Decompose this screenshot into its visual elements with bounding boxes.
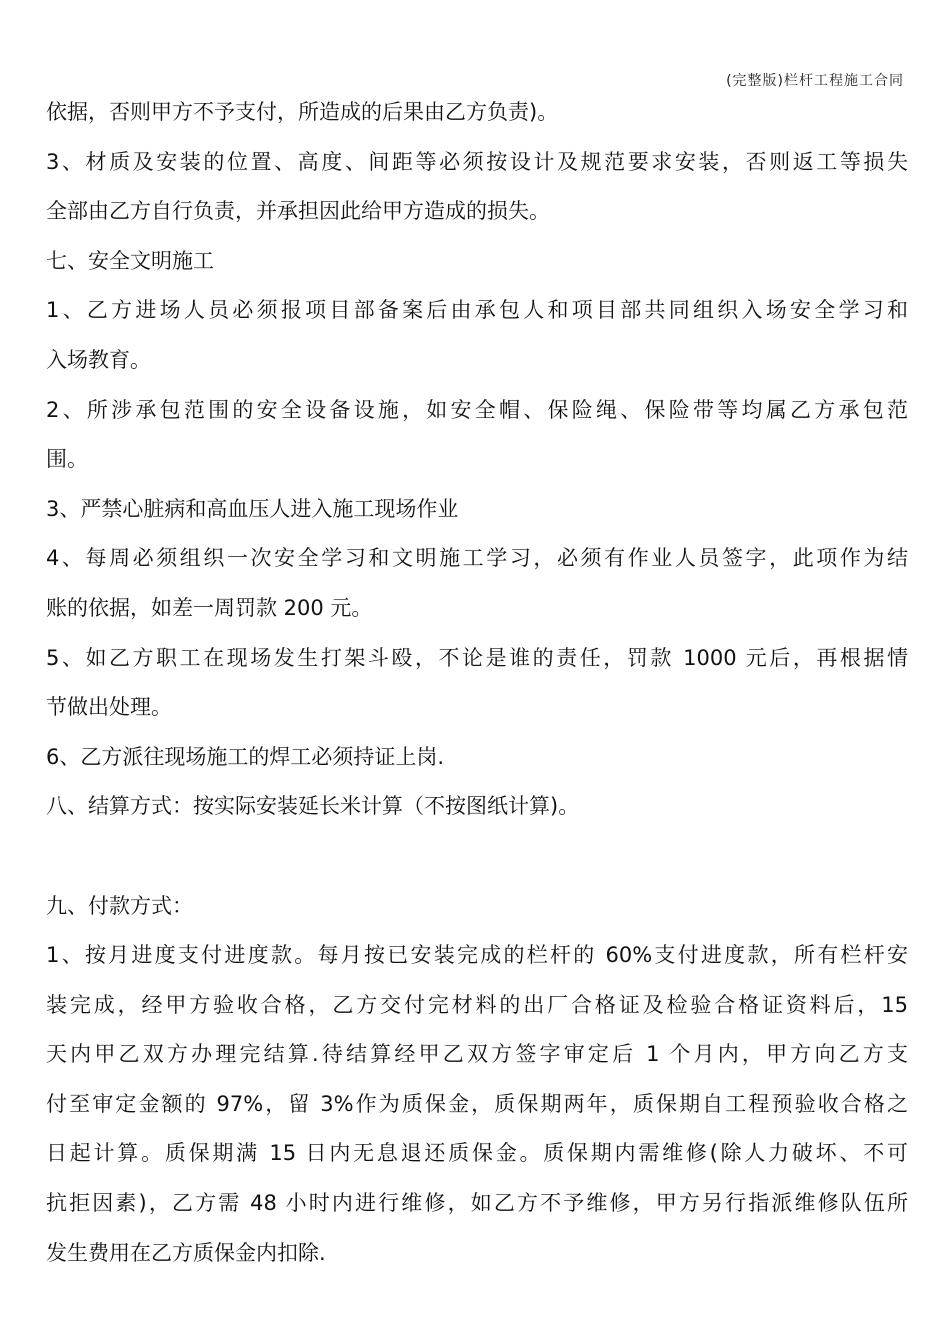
paragraph-line: 抗拒因素)，乙方需 48 小时内进行维修，如乙方不予维修，甲方另行指派维修队伍所 — [46, 1191, 908, 1216]
document-body — [46, 88, 908, 1278]
paragraph-line: 日起计算。质保期满 15 日内无息退还质保金。质保期内需维修(除人力破坏、不可 — [46, 1141, 908, 1166]
paragraph-line: 节做出处理。 — [46, 695, 172, 720]
paragraph-line: 1、乙方进场人员必须报项目部备案后由承包人和项目部共同组织入场安全学习和 — [46, 298, 908, 323]
paragraph-line: 入场教育。 — [46, 347, 151, 372]
paragraph-line: 围。 — [46, 447, 88, 472]
paragraph-line: 6、乙方派往现场施工的焊工必须持证上岗. — [46, 744, 445, 769]
section-heading: 九、付款方式： — [46, 893, 193, 918]
section-heading: 七、安全文明施工 — [46, 248, 214, 273]
paragraph-line: 4、每周必须组织一次安全学习和文明施工学习，必须有作业人员签字，此项作为结 — [46, 546, 908, 571]
paragraph-line: 3、材质及安装的位置、高度、间距等必须按设计及规范要求安装，否则返工等损失 — [46, 149, 908, 174]
paragraph-line: 全部由乙方自行负责，并承担因此给甲方造成的损失。 — [46, 199, 550, 224]
paragraph-line: 装完成，经甲方验收合格，乙方交付完材料的出厂合格证及检验合格证资料后，15 — [46, 992, 908, 1017]
document-header: (完整版)栏杆工程施工合同 — [726, 73, 904, 89]
paragraph-line: 2、所涉承包范围的安全设备设施，如安全帽、保险绳、保险带等均属乙方承包范 — [46, 397, 908, 422]
paragraph-line: 付至审定金额的 97%，留 3%作为质保金，质保期两年，质保期自工程预验收合格之 — [46, 1091, 908, 1116]
section-heading: 八、结算方式：按实际安装延长米计算（不按图纸计算)。 — [46, 794, 580, 819]
paragraph-line: 5、如乙方职工在现场发生打架斗殴，不论是谁的责任，罚款 1000 元后，再根据情 — [46, 645, 908, 670]
paragraph-line: 1、按月进度支付进度款。每月按已安装完成的栏杆的 60%支付进度款，所有栏杆安 — [46, 943, 908, 968]
paragraph-line: 3、严禁心脏病和高血压人进入施工现场作业 — [46, 496, 459, 521]
blank-line — [46, 832, 908, 882]
paragraph-line: 发生费用在乙方质保金内扣除. — [46, 1240, 326, 1265]
paragraph-line: 账的依据，如差一周罚款 200 元。 — [46, 595, 373, 620]
paragraph-line: 依据，否则甲方不予支付，所造成的后果由乙方负责)。 — [46, 100, 559, 124]
paragraph-line: 天内甲乙双方办理完结算.待结算经甲乙双方签字审定后 1 个月内，甲方向乙方支 — [46, 1042, 908, 1067]
